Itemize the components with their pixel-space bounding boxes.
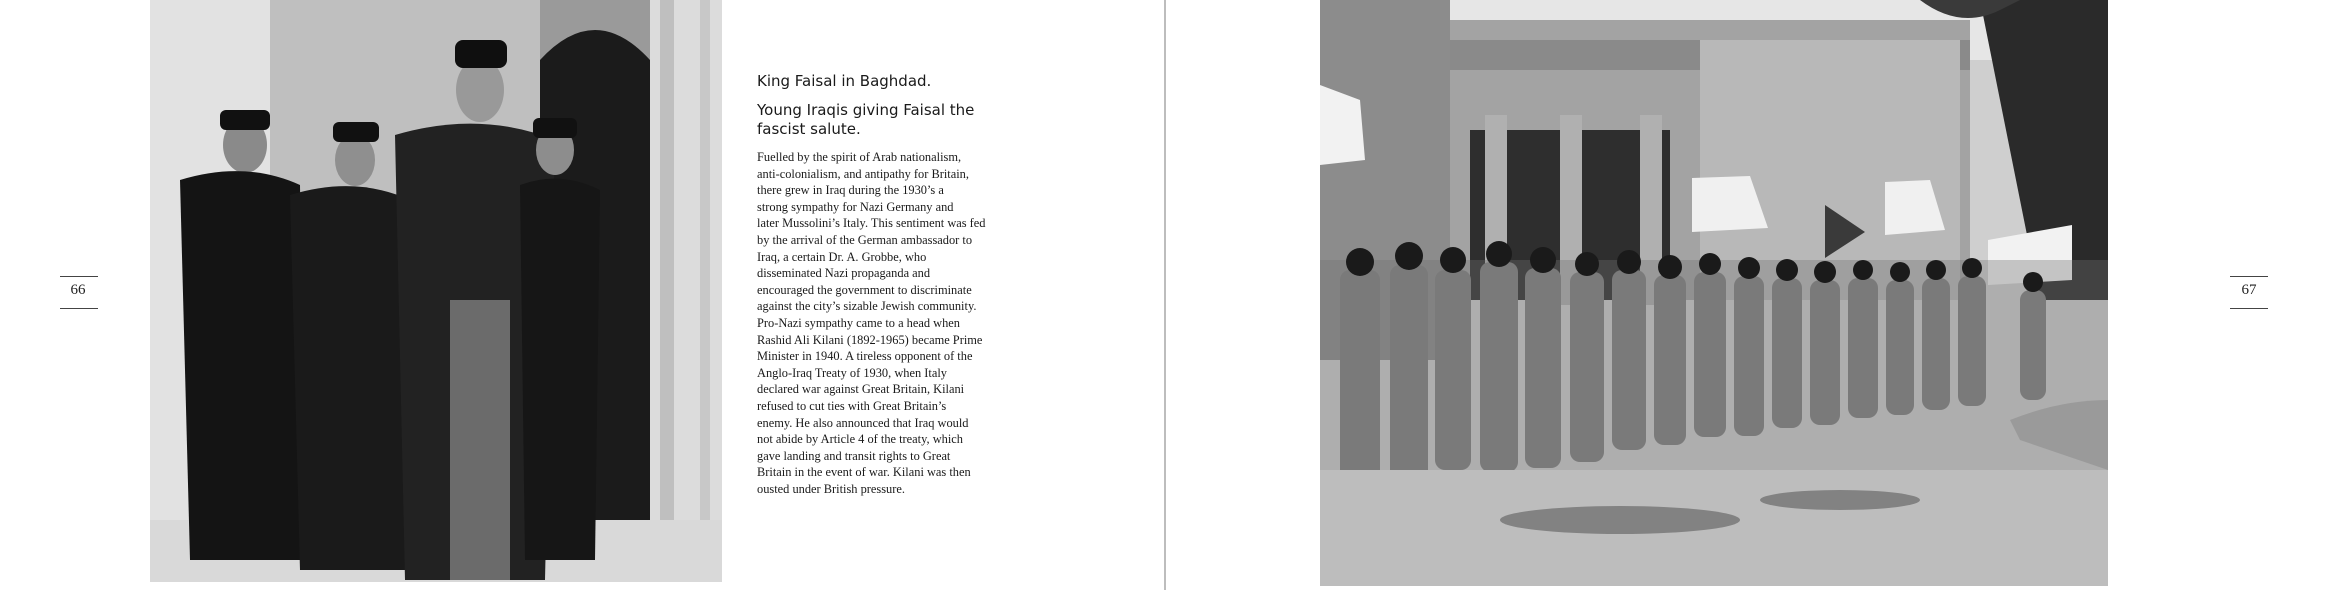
caption-title: King Faisal in Baghdad. <box>757 72 932 90</box>
body-line: Iraq, a certain Dr. A. Grobbe, who <box>757 249 927 264</box>
page-number-rule-bottom <box>60 308 98 309</box>
caption-body <box>757 149 1012 497</box>
body-line: Britain in the event of war. Kilani was then <box>757 465 971 480</box>
body-line: disseminated Nazi propaganda and <box>757 266 931 281</box>
body-line: Minister in 1940. A tireless opponent of the <box>757 349 973 364</box>
body-line: later Mussolini’s Italy. This sentiment was fed <box>757 216 986 231</box>
body-line: ousted under British pressure. <box>757 481 905 496</box>
caption-block <box>757 72 1012 497</box>
photo-king-faisal <box>150 0 722 582</box>
body-line: Fuelled by the spirit of Arab nationalism, <box>757 150 962 164</box>
body-line: enemy. He also announced that Iraq would <box>757 415 969 430</box>
caption-subtitle: Young Iraqis giving Faisal the fascist salute. <box>757 101 975 138</box>
photo-king-faisal-image <box>150 0 722 582</box>
body-line: refused to cut ties with Great Britain’s <box>757 398 947 413</box>
body-line: strong sympathy for Nazi Germany and <box>757 199 954 214</box>
body-line: there grew in Iraq during the 1930’s a <box>757 183 944 198</box>
body-line: by the arrival of the German ambassador to <box>757 232 973 247</box>
body-line: encouraged the government to discriminate <box>757 282 972 297</box>
page-number-rule-top <box>2230 276 2268 277</box>
body-line: gave landing and transit rights to Great <box>757 448 951 463</box>
body-line: against the city’s sizable Jewish community. <box>757 299 977 314</box>
left-page <box>0 0 1165 590</box>
body-line: anti-colonialism, and antipathy for Britain, <box>757 166 969 181</box>
photo-fascist-salute <box>1320 0 2108 586</box>
body-line: Anglo-Iraq Treaty of 1930, when Italy <box>757 365 947 380</box>
body-line: Rashid Ali Kilani (1892-1965) became Prime <box>757 332 983 347</box>
page-number-right: 67 <box>2241 282 2257 298</box>
body-line: declared war against Great Britain, Kilani <box>757 382 965 397</box>
body-line: Pro-Nazi sympathy came to a head when <box>757 315 960 330</box>
right-page <box>1166 0 2334 590</box>
photo-fascist-salute-image <box>1320 0 2108 586</box>
page-number-left: 66 <box>70 282 86 298</box>
body-line: not abide by Article 4 of the treaty, which <box>757 432 963 447</box>
page-number-rule-top <box>60 276 98 277</box>
page-number-rule-bottom <box>2230 308 2268 309</box>
